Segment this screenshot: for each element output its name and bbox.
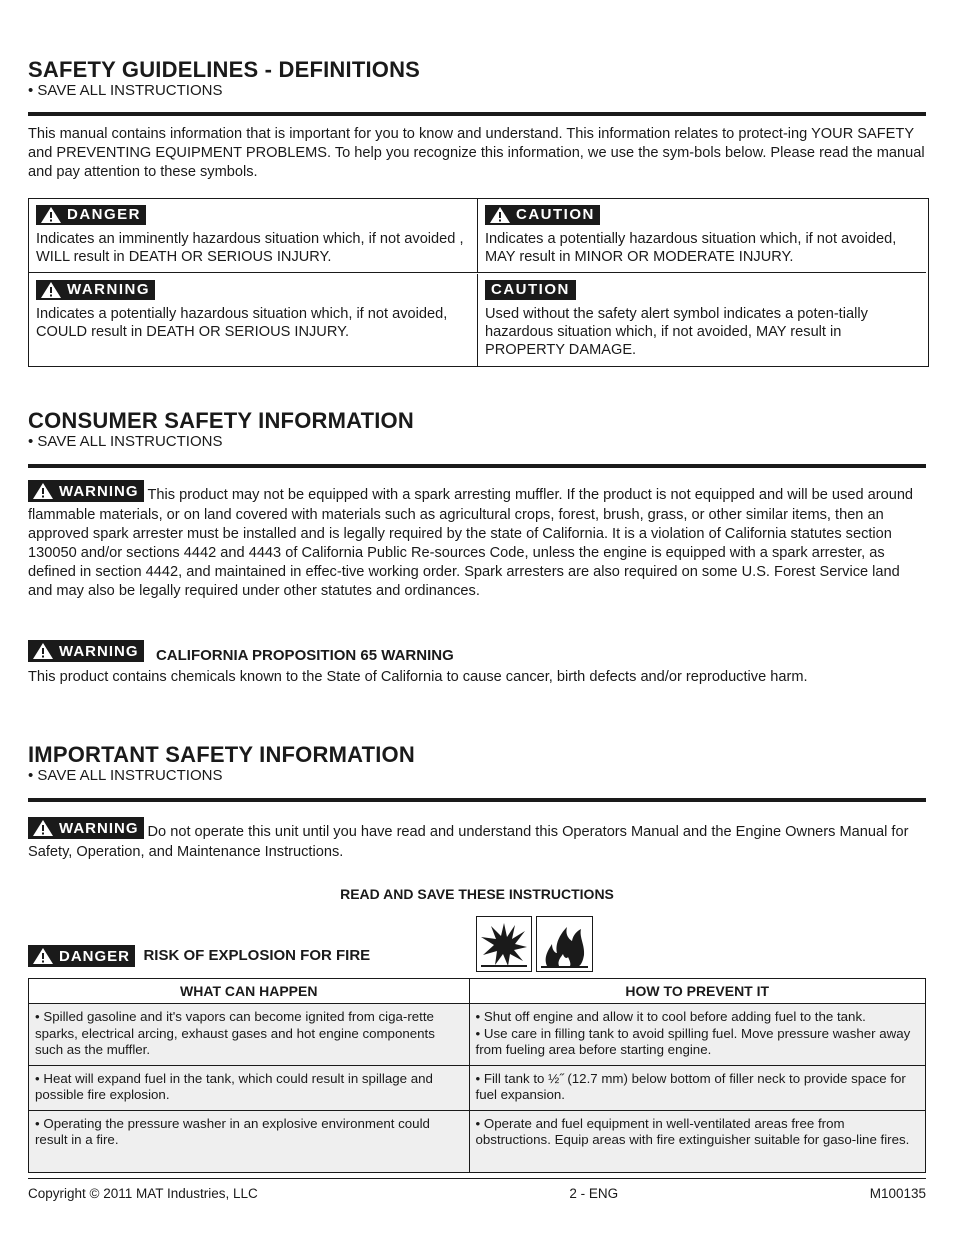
- table-header: WHAT CAN HAPPEN: [29, 979, 470, 1004]
- warning-text: This product may not be equipped with a spark arresting muffler. If the product is not equipped and will be used around flammable materials, or on land covered with materials such as agricultural crops, forest, brush, grass, or other similar items, then an approved spark arrester must be installed and is legally required by the state of California. It is a violation of California statutes section 130050 and/or sections 4442 and 4443 of California Public Re-sources Code, unless the engine is equipped with a spark arrester, as defined in section 4442, and maintained in effec-tive working order. Spark arresters are also required on some U.S. Forest Service land and may also be legally required under other statutes and ordinances.: [28, 486, 914, 599]
- definition-text: Indicates a potentially hazardous situation which, if not avoided, COULD result in DEATH OR SERIOUS INJURY.: [36, 305, 448, 340]
- section-title-consumer-safety: CONSUMER SAFETY INFORMATION: [28, 408, 414, 433]
- divider: [28, 798, 926, 802]
- table-row: [29, 1004, 926, 1066]
- risk-table: [28, 978, 926, 1173]
- definition-warning: [29, 274, 478, 366]
- explosion-icon: [476, 916, 532, 972]
- danger-badge: DANGER: [36, 205, 146, 225]
- table-cell: • Shut off engine and allow it to cool before adding fuel to the tank. • Use care in filling tank to avoid spilling fuel. Move pressure washer away from fueling area before starting engine.: [469, 1004, 926, 1066]
- definition-caution-property: [478, 274, 926, 366]
- table-header: HOW TO PREVENT IT: [469, 979, 926, 1004]
- alert-triangle-icon: [32, 819, 54, 837]
- copyright: Copyright © 2011 MAT Industries, LLC: [28, 1186, 258, 1201]
- table-cell: • Operate and fuel equipment in well-ventilated areas free from obstructions. Equip areas with fire extinguisher suitable for gaso-line fires.: [469, 1110, 926, 1172]
- section-title-important-safety: IMPORTANT SAFETY INFORMATION: [28, 742, 415, 767]
- table-row: [29, 1065, 926, 1110]
- page-number: 2 - ENG: [569, 1186, 619, 1201]
- intro-paragraph: This manual contains information that is important for you to know and understand. This information relates to protect-ing YOUR SAFETY and PREVENTING EQUIPMENT PROBLEMS. To help you recognize this information, we use the sym-bols below. Please read the manual and pay attention to these symbols.: [28, 126, 925, 180]
- alert-triangle-icon: [32, 947, 54, 965]
- warning-badge: WARNING: [28, 817, 144, 839]
- definition-text: Indicates a potentially hazardous situation which, if not avoided, MAY result in MINOR OR MODERATE INJURY.: [485, 231, 897, 265]
- warning-text: Do not operate this unit until you have read and understand this Operators Manual and the Engine Owners Manual for Safety, Operation, and Maintenance Instructions.: [28, 823, 909, 860]
- table-cell: • Heat will expand fuel in the tank, which could result in spillage and possible fire explosion.: [29, 1065, 470, 1110]
- page-footer: [28, 1178, 926, 1201]
- section-subtitle: • SAVE ALL INSTRUCTIONS: [28, 82, 223, 99]
- alert-triangle-icon: [40, 206, 62, 224]
- warning-badge: WARNING: [28, 640, 144, 662]
- definition-text: Used without the safety alert symbol indicates a poten-tially hazardous situation which, if not avoided, MAY result in PROPERTY DAMAGE.: [485, 305, 868, 358]
- warning-badge: WARNING: [36, 280, 155, 300]
- prop65-heading: CALIFORNIA PROPOSITION 65 WARNING: [155, 647, 454, 665]
- risk-header: [28, 945, 370, 967]
- alert-triangle-icon: [489, 206, 511, 224]
- table-cell: • Operating the pressure washer in an explosive environment could result in a fire.: [29, 1110, 470, 1172]
- section-title-safety-guidelines: SAFETY GUIDELINES - DEFINITIONS: [28, 57, 421, 82]
- read-save-heading: READ AND SAVE THESE INSTRUCTIONS: [340, 886, 614, 902]
- alert-triangle-icon: [32, 482, 54, 500]
- prop65-text: This product contains chemicals known to the State of California to cause cancer, birth defects and/or reproductive harm.: [28, 669, 808, 685]
- definition-caution: [478, 199, 926, 273]
- table-cell: • Fill tank to ½˝ (12.7 mm) below bottom of filler neck to provide space for fuel expansion.: [469, 1065, 926, 1110]
- risk-title: RISK OF EXPLOSION FOR FIRE: [143, 947, 371, 965]
- definitions-grid: [28, 198, 929, 367]
- table-row: [29, 1110, 926, 1172]
- prop65-warning-header: [28, 640, 926, 665]
- definition-danger: [29, 199, 478, 273]
- operate-warning: [28, 821, 926, 862]
- caution-badge: CAUTION: [485, 280, 576, 300]
- alert-triangle-icon: [40, 281, 62, 299]
- document-code: M100135: [869, 1186, 926, 1201]
- spark-arrester-warning: [28, 484, 926, 601]
- divider: [28, 464, 926, 468]
- fire-icon: [536, 916, 593, 972]
- divider: [28, 112, 926, 116]
- section-subtitle: • SAVE ALL INSTRUCTIONS: [28, 767, 223, 784]
- table-cell: • Spilled gasoline and it's vapors can become ignited from ciga-rette sparks, electrical arcing, exhaust gases and hot engine components such as the muffler.: [29, 1004, 470, 1066]
- warning-badge: WARNING: [28, 480, 144, 502]
- definition-text: Indicates an imminently hazardous situation which, if not avoided , WILL result in DEATH OR SERIOUS INJURY.: [36, 231, 464, 265]
- section-subtitle: • SAVE ALL INSTRUCTIONS: [28, 433, 223, 450]
- caution-badge: CAUTION: [485, 205, 600, 225]
- alert-triangle-icon: [32, 642, 54, 660]
- danger-badge: DANGER: [28, 945, 135, 967]
